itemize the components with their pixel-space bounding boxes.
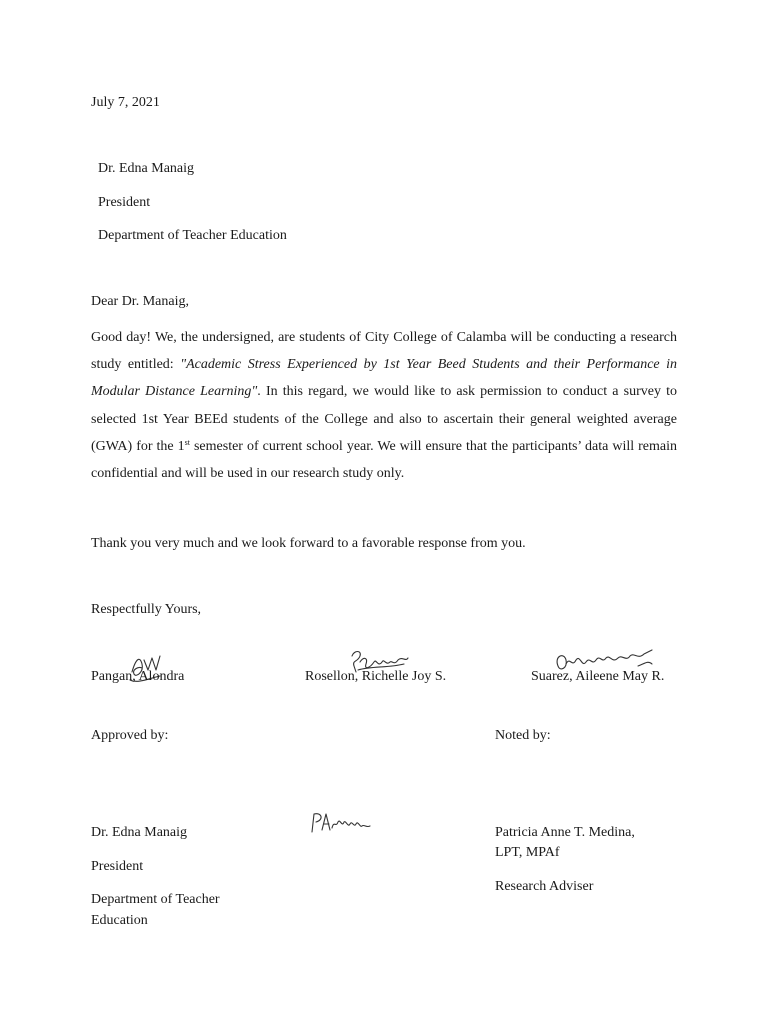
- approver-name: Dr. Edna Manaig: [91, 825, 188, 840]
- salutation: Dear Dr. Manaig,: [91, 294, 189, 309]
- adviser-title: Research Adviser: [495, 879, 594, 894]
- body-text-1: Good day! We, the undersigned, are students of City College of Calamba will be conducting a research study entitled:: [91, 330, 677, 373]
- signature-medina: [308, 810, 374, 836]
- study-title: "Academic Stress Experienced by 1st Year Beed Students and their Performance in Modular Distance Learning": [91, 357, 677, 400]
- signatory-2-name: Rosellon, Richelle Joy S.: [305, 669, 447, 684]
- adviser-name-line2: LPT, MPAf: [495, 845, 560, 860]
- approved-label: Approved by:: [91, 728, 169, 743]
- ordinal-superscript: st: [184, 437, 190, 447]
- approver-title: President: [91, 859, 144, 874]
- signatory-3-name: Suarez, Aileene May R.: [531, 669, 665, 684]
- recipient-title: President: [98, 195, 151, 210]
- body-text-3: semester of current school year. We will ensure that the participants’ data will remain confidential and will be used in our research study only.: [91, 438, 677, 482]
- thanks-line: Thank you very much and we look forward to a favorable response from you.: [91, 536, 526, 551]
- approver-department-line1: Department of Teacher: [91, 892, 220, 907]
- closing: Respectfully Yours,: [91, 602, 202, 617]
- body-text-2: . In this regard, we would like to ask permission to conduct a survey to selected 1st Year BEEd students of the College and also to ascertain their general weighted average (GWA) for the 1: [91, 384, 678, 454]
- recipient-name: Dr. Edna Manaig: [98, 161, 195, 176]
- recipient-department: Department of Teacher Education: [98, 228, 287, 243]
- signatory-1-name: Pangan, Alondra: [91, 669, 185, 684]
- noted-label: Noted by:: [495, 728, 551, 743]
- approver-department-line2: Education: [91, 913, 148, 928]
- letter-date: July 7, 2021: [91, 95, 160, 110]
- adviser-name-line1: Patricia Anne T. Medina,: [495, 825, 635, 840]
- body-paragraph: [91, 324, 677, 487]
